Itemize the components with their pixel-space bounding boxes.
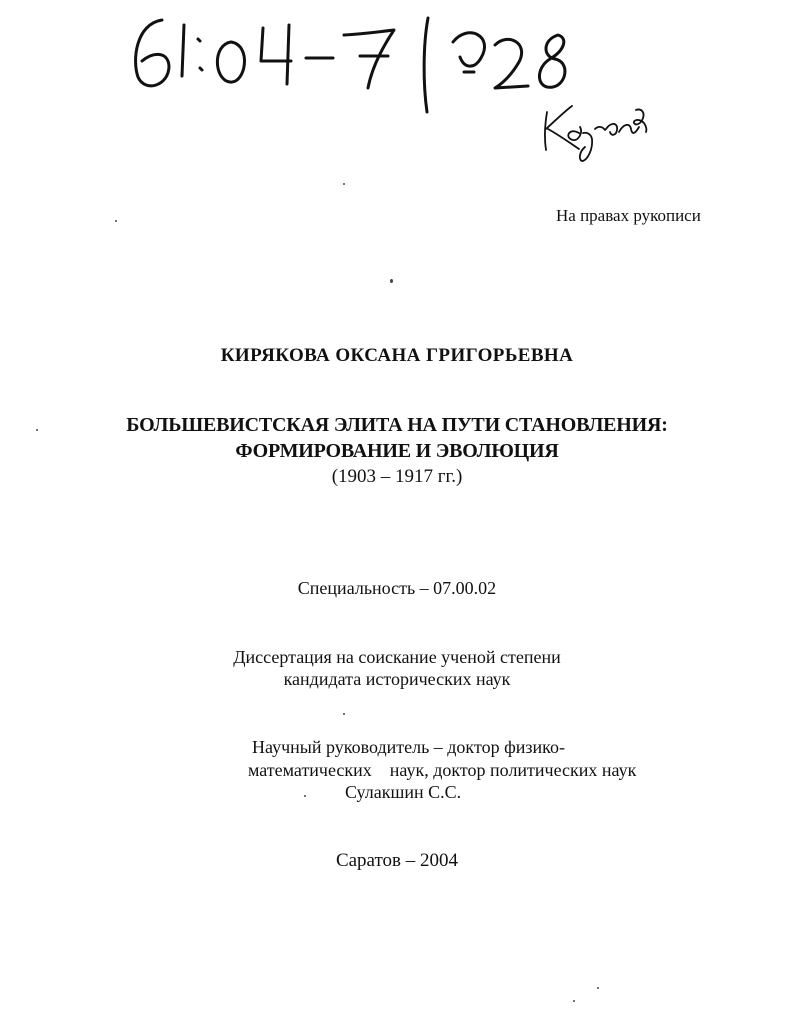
scan-speck — [36, 429, 38, 431]
supervisor-line-1: Научный руководитель – доктор физико- — [252, 737, 565, 757]
manuscript-rights-note: На правах рукописи — [556, 206, 701, 225]
degree-line-2: кандидата исторических наук — [283, 669, 511, 689]
scan-speck — [115, 220, 117, 222]
author-name: КИРЯКОВА ОКСАНА ГРИГОРЬЕВНА — [220, 345, 574, 366]
signature — [535, 98, 655, 168]
dissertation-title-line-1: БОЛЬШЕВИСТСКАЯ ЭЛИТА НА ПУТИ СТАНОВЛЕНИЯ: — [126, 414, 668, 436]
supervisor-name: Сулакшин С.С. — [345, 782, 462, 802]
scan-speck — [343, 183, 345, 185]
city-year: Саратов – 2004 — [335, 850, 459, 871]
scan-speck — [343, 713, 345, 715]
dissertation-years: (1903 – 1917 гг.) — [331, 466, 463, 487]
scan-speck — [597, 987, 599, 989]
scan-speck — [390, 279, 393, 283]
scan-speck — [304, 795, 306, 797]
handwritten-archive-number — [118, 0, 598, 130]
dissertation-title-line-2: ФОРМИРОВАНИЕ И ЭВОЛЮЦИЯ — [235, 440, 559, 462]
supervisor-line-2: математических наук, доктор политических наук — [248, 760, 637, 780]
scan-speck — [573, 1000, 575, 1002]
specialty-code: Специальность – 07.00.02 — [297, 578, 497, 598]
degree-line-1: Диссертация на соискание ученой степени — [233, 647, 561, 667]
